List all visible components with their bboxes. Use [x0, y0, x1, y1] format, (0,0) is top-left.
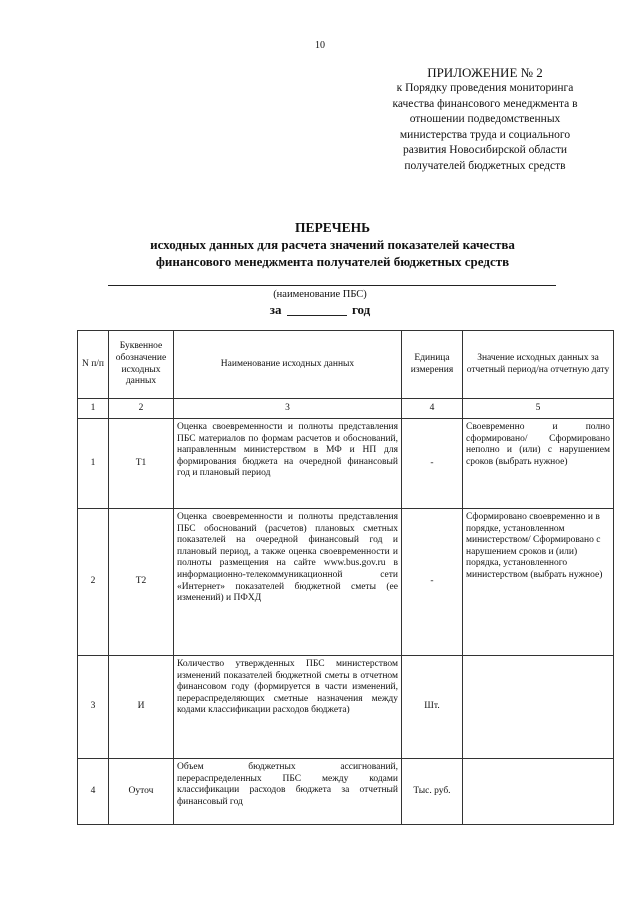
row-number: 2 [78, 509, 109, 656]
pbs-name-caption: (наименование ПБС) [273, 289, 367, 300]
row-number: 4 [78, 759, 109, 825]
column-number: 3 [174, 399, 402, 419]
row-name: Количество утвержденных ПБС министерством изменений показателей бюджетной сметы в отчетном финансовом году (формируется в части изменений, перераспределяющих сметные назначения между кодами классификации расходов бюджета) [174, 656, 402, 759]
row-unit: - [402, 509, 463, 656]
header-value: Значение исходных данных за отчетный период/на отчетную дату [463, 331, 614, 399]
title-line-2: финансового менеджмента получателей бюджетных средств [155, 254, 510, 269]
column-number: 2 [109, 399, 174, 419]
appendix-line: к Порядку проведения мониторинга [396, 82, 574, 94]
row-value [463, 759, 614, 825]
row-value: Своевременно и полно сформировано/ Сформировано неполно и (или) с нарушением сроков (выбрать нужное) [463, 419, 614, 509]
row-code: Т1 [109, 419, 174, 509]
title-main: ПЕРЕЧЕНЬ [294, 220, 371, 235]
row-unit: Шт. [402, 656, 463, 759]
table-row [78, 419, 614, 509]
column-number: 5 [463, 399, 614, 419]
appendix-block [365, 64, 605, 175]
period-suffix: год [351, 302, 371, 317]
reporting-period [0, 302, 640, 318]
year-blank [287, 303, 347, 316]
row-name: Оценка своевременности и полноты представления ПБС обоснований (расчетов) плановых сметных показателей на очередной финансовый год и плановый период, а также оценка своевременности и полноты размещения на сайте www.bus.gov.ru в информационно-телекоммуникационной сети «Интернет» показателей бюджетной сметы (ее изменений) и ПФХД [174, 509, 402, 656]
appendix-line: отношении подведомственных [409, 113, 561, 126]
column-number: 4 [402, 399, 463, 419]
row-number: 3 [78, 656, 109, 759]
row-code: Т2 [109, 509, 174, 656]
row-code: Оуточ [109, 759, 174, 825]
table-row [78, 509, 614, 656]
header-name: Наименование исходных данных [174, 331, 402, 399]
table-row [78, 759, 614, 825]
appendix-line: получателей бюджетных средств [404, 159, 566, 172]
row-code: И [109, 656, 174, 759]
table-header-row [78, 331, 614, 399]
row-name: Объем бюджетных ассигнований, перераспределенных ПБС между кодами классификации расходов бюджета за отчетный финансовый год [174, 759, 402, 825]
column-number: 1 [78, 399, 109, 419]
row-value: Сформировано своевременно и в порядке, установленном министерством/ Сформировано с нарушением сроков и (или) порядка, установленного министерством (выбрать нужное) [463, 509, 614, 656]
row-number: 1 [78, 419, 109, 509]
appendix-line: министерства труда и социального [399, 128, 571, 141]
header-number: N п/п [78, 331, 109, 399]
row-unit: Тыс. руб. [402, 759, 463, 825]
appendix-line: качества финансового менеджмента в [392, 97, 578, 110]
table-row [78, 656, 614, 759]
header-code: Буквенное обозначение исходных данных [109, 331, 174, 399]
document-title [60, 219, 605, 270]
pbs-name-underline [108, 285, 556, 286]
appendix-line: развития Новосибирской области [402, 144, 568, 157]
row-name: Оценка своевременности и полноты представления ПБС материалов по формам расчетов и обоснований, направленным министерством в МФ и НП для формирования бюджета на очередной финансовый год и плановый период [174, 419, 402, 509]
period-prefix: за [269, 302, 282, 317]
appendix-heading: ПРИЛОЖЕНИЕ № 2 [427, 65, 543, 80]
title-line-1: исходных данных для расчета значений показателей качества [150, 237, 515, 252]
row-unit: - [402, 419, 463, 509]
source-data-table [77, 330, 614, 825]
page-number: 10 [315, 40, 325, 51]
column-number-row [78, 399, 614, 419]
row-value [463, 656, 614, 759]
header-unit: Единица измерения [402, 331, 463, 399]
